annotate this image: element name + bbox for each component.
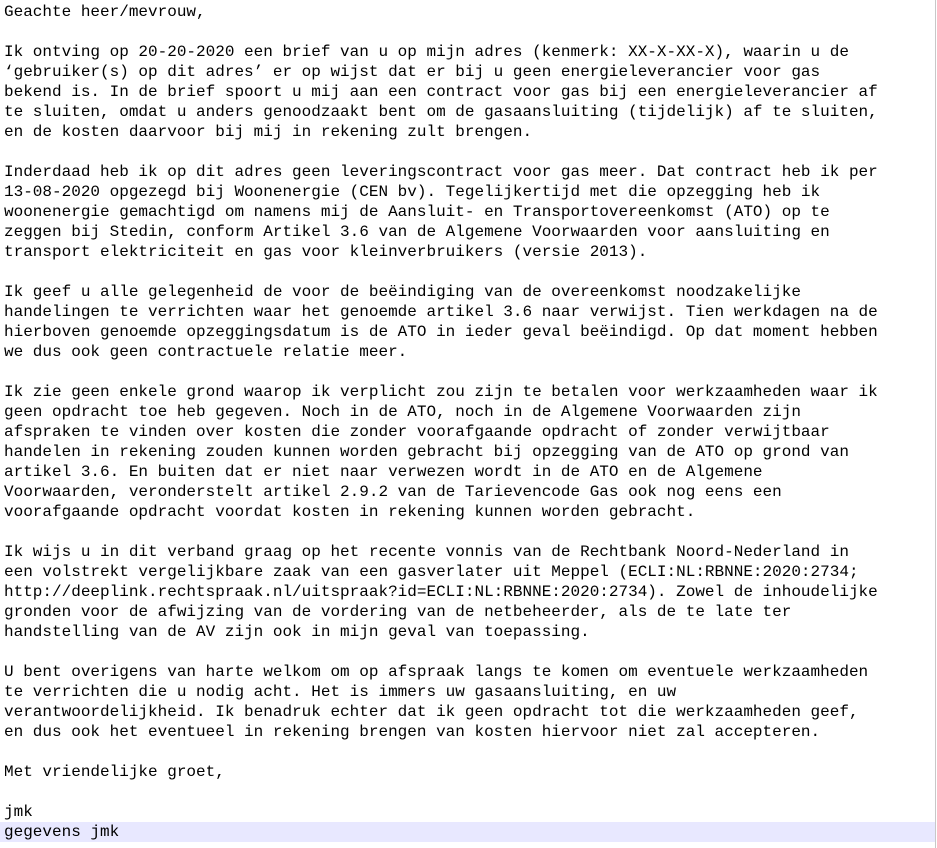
text-line[interactable]: verantwoordelijkheid. Ik benadruk echter dat ik geen opdracht tot die werkzaamheden geef,	[4, 703, 859, 721]
text-line[interactable]: Voorwaarden, veronderstelt artikel 2.9.2 van de Tarievencode Gas ook nog eens een	[4, 483, 782, 501]
text-line[interactable]: geen opdracht toe heb gegeven. Noch in de ATO, noch in de Algemene Voorwaarden zijn	[4, 403, 801, 421]
text-line[interactable]	[0, 782, 935, 802]
text-line[interactable]	[0, 262, 935, 282]
text-line[interactable]: 13-08-2020 opgezegd bij Woonenergie (CEN bv). Tegelijkertijd met die opzegging heb ik	[4, 183, 821, 201]
text-line[interactable]: Geachte heer/mevrouw,	[4, 3, 206, 21]
text-line[interactable]: handelingen te verrichten waar het genoemde artikel 3.6 naar verwijst. Tien werkdagen na de	[4, 303, 878, 321]
text-line[interactable]: Ik ontving op 20-20-2020 een brief van u op mijn adres (kenmerk: XX-X-XX-X), waarin u de	[4, 43, 849, 61]
text-line[interactable]: artikel 3.6. En buiten dat er niet naar verwezen wordt in de ATO en de Algemene	[4, 463, 763, 481]
text-line[interactable]	[0, 362, 935, 382]
text-line[interactable]: jmk	[4, 803, 33, 821]
text-line[interactable]	[0, 22, 935, 42]
text-line[interactable]: Ik geef u alle gelegenheid de voor de beëindiging van de overeenkomst noodzakelijke	[4, 283, 801, 301]
text-line[interactable]: bekend is. In de brief spoort u mij aan een contract voor gas bij een energieleverancier af	[4, 83, 878, 101]
text-line[interactable]: te verrichten die u nodig acht. Het is immers uw gasaansluiting, en uw	[4, 683, 677, 701]
text-line[interactable]: woonenergie gemachtigd om namens mij de Aansluit- en Transportovereenkomst (ATO) op te	[4, 203, 830, 221]
current-line[interactable]: gegevens jmk	[0, 822, 935, 842]
text-line[interactable]: U bent overigens van harte welkom om op afspraak langs te komen om eventuele werkzaamheden	[4, 663, 869, 681]
text-line[interactable]: Ik wijs u in dit verband graag op het recente vonnis van de Rechtbank Noord-Nederland in	[4, 543, 849, 561]
text-line[interactable]	[0, 522, 935, 542]
text-line[interactable]: gronden voor de afwijzing van de vordering van de netbeheerder, als de te late ter	[4, 603, 792, 621]
text-line[interactable]: ‘gebruiker(s) op dit adres’ er op wijst dat er bij u geen energieleverancier voor gas	[4, 63, 821, 81]
text-line[interactable]: Met vriendelijke groet,	[4, 763, 225, 781]
text-line[interactable]: handelen in rekening zouden kunnen worden gebracht bij opzegging van de ATO op grond van	[4, 443, 849, 461]
text-line[interactable]: transport elektriciteit en gas voor kleinverbruikers (versie 2013).	[4, 243, 648, 261]
text-line[interactable]	[0, 742, 935, 762]
text-line[interactable]: handstelling van de AV zijn ook in mijn geval van toepassing.	[4, 623, 590, 641]
text-line[interactable]: en dus ook het eventueel in rekening brengen van kosten hiervoor niet zal accepteren.	[4, 723, 821, 741]
text-line[interactable]: en de kosten daarvoor bij mij in rekening zult brengen.	[4, 123, 533, 141]
text-line[interactable]	[0, 642, 935, 662]
text-line[interactable]: afspraken te vinden over kosten die zonder voorafgaande opdracht of zonder verwijtbaar	[4, 423, 830, 441]
text-line[interactable]: http://deeplink.rechtspraak.nl/uitspraak?id=ECLI:NL:RBNNE:2020:2734). Zowel de inhoudelijke	[4, 583, 878, 601]
text-line[interactable]	[0, 142, 935, 162]
text-line[interactable]: te sluiten, omdat u anders genoodzaakt bent om de gasaansluiting (tijdelijk) af te sluiten,	[4, 103, 878, 121]
text-line[interactable]: een volstrekt vergelijkbare zaak van een gasverlater uit Meppel (ECLI:NL:RBNNE:2020:2734;	[4, 563, 859, 581]
text-line[interactable]: Inderdaad heb ik op dit adres geen leveringscontract voor gas meer. Dat contract heb ik per	[4, 163, 878, 181]
text-line[interactable]: hierboven genoemde opzeggingsdatum is de ATO in ieder geval beëindigd. Op dat moment hebben	[4, 323, 878, 341]
text-line[interactable]: we dus ook geen contractuele relatie meer.	[4, 343, 408, 361]
text-line[interactable]: voorafgaande opdracht voordat kosten in rekening kunnen worden gebracht.	[4, 503, 696, 521]
text-line[interactable]: Ik zie geen enkele grond waarop ik verplicht zou zijn te betalen voor werkzaamheden waar ik	[4, 383, 878, 401]
text-line[interactable]: zeggen bij Stedin, conform Artikel 3.6 van de Algemene Voorwaarden voor aansluiting en	[4, 223, 830, 241]
